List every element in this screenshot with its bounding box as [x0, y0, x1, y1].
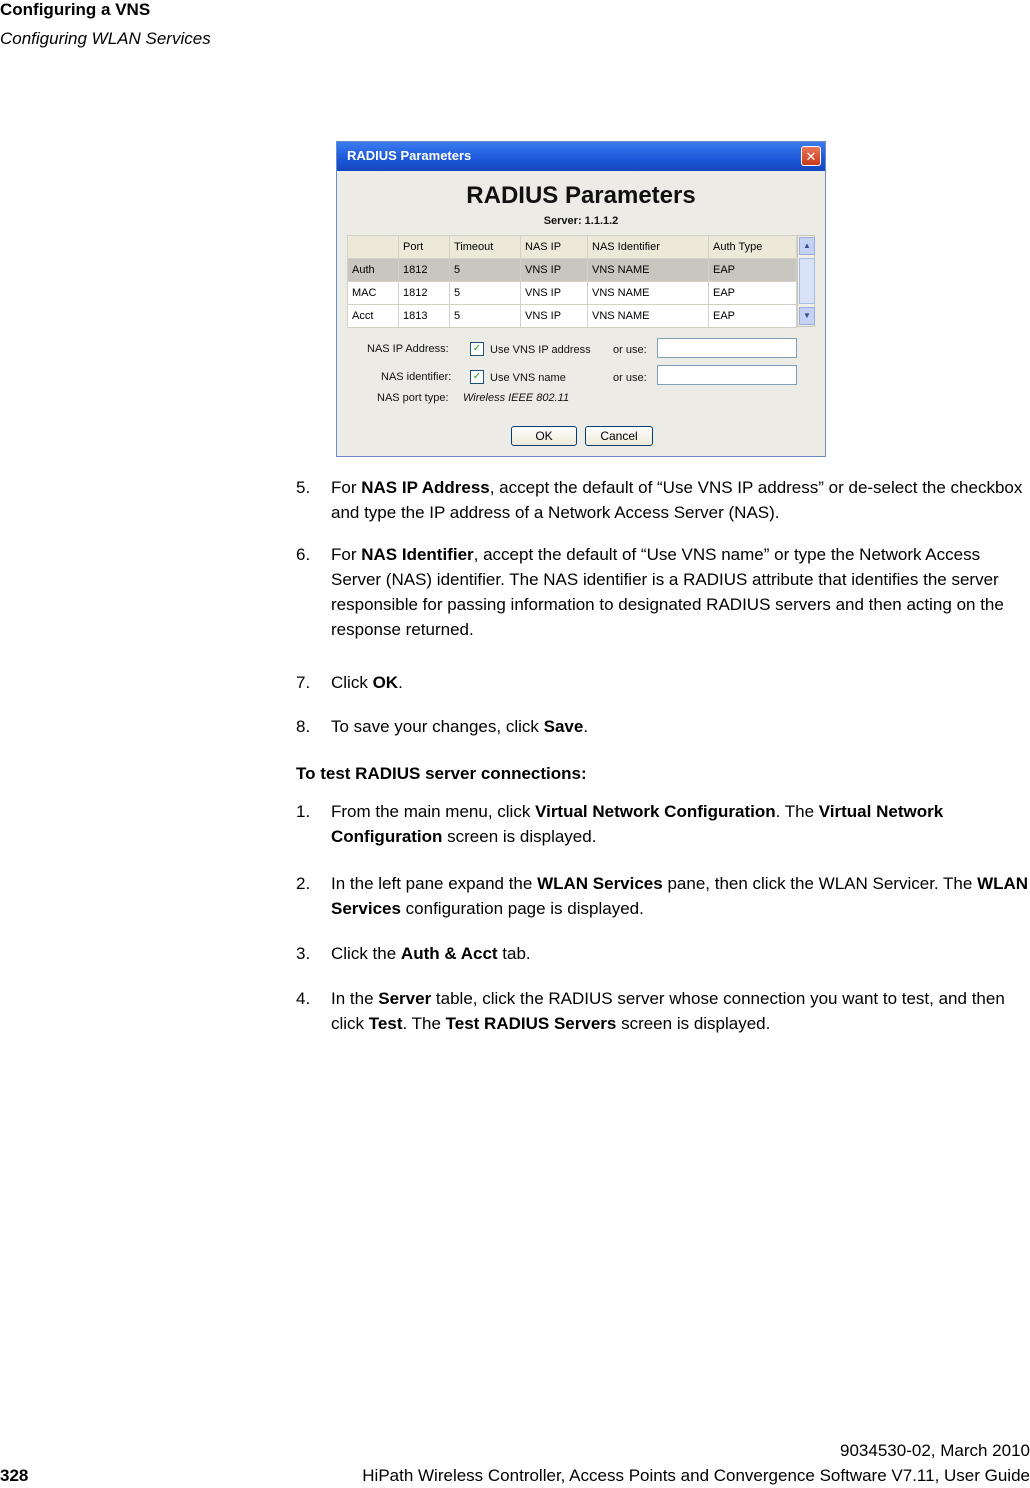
use-vns-name-checkbox[interactable]: ✓: [470, 370, 484, 384]
table-cell: EAP: [709, 305, 797, 328]
step-text-part: To save your changes, click: [331, 717, 544, 736]
column-header: [348, 236, 399, 259]
step-text-part: configuration page is displayed.: [400, 899, 644, 918]
footer-doc-id: 9034530-02, March 2010: [840, 1441, 1030, 1460]
step-text-part: pane, then click the WLAN Servicer. The: [662, 874, 978, 893]
step-text-part: Click the: [331, 944, 401, 963]
step-text: [331, 542, 1030, 642]
step-text: [331, 986, 1030, 1036]
table-scrollbar[interactable]: [797, 235, 815, 327]
table-cell: 1812: [399, 259, 450, 282]
nas-port-type-label: NAS port type:: [377, 392, 449, 404]
step-text-emphasis: Save: [543, 717, 584, 736]
table-row[interactable]: [348, 305, 797, 328]
nas-port-type-value: Wireless IEEE 802.11: [463, 392, 570, 404]
nas-ip-address-input[interactable]: [657, 338, 797, 358]
table-cell: VNS NAME: [588, 282, 709, 305]
chapter-title: Configuring a VNS: [0, 0, 151, 19]
close-icon[interactable]: ✕: [801, 146, 821, 166]
step-text: [331, 799, 1030, 849]
step-text-emphasis: Virtual Network Configuration: [331, 802, 944, 846]
step-number: 1.: [296, 802, 311, 821]
step-text-part: In the left pane expand the: [331, 874, 538, 893]
step-text-part: For: [331, 545, 362, 564]
step-text-emphasis: Virtual Network Configuration: [535, 802, 776, 821]
table-cell: VNS IP: [521, 305, 588, 328]
step-text: [331, 871, 1030, 921]
step-number: 3.: [296, 944, 311, 963]
scroll-thumb[interactable]: [799, 258, 815, 304]
table-cell: Acct: [348, 305, 399, 328]
table-cell: Auth: [348, 259, 399, 282]
step-text-part: .: [583, 717, 589, 736]
step-text-part: , accept the default of “Use VNS IP address” or de-select the checkbox and type the IP address of a Network Access Server (NAS).: [331, 478, 1023, 522]
nas-ip-or-use-label: or use:: [613, 344, 647, 356]
step-text-part: table, click the RADIUS server whose connection you want to test, and then click: [331, 989, 1005, 1033]
step-text-emphasis: NAS Identifier: [361, 545, 474, 564]
step-text-part: Click: [331, 673, 373, 692]
step-number: 4.: [296, 989, 311, 1008]
step-text-part: . The: [402, 1014, 446, 1033]
footer-page-number: 328: [0, 1466, 29, 1485]
radius-table: [347, 235, 797, 328]
column-header-nas-identifier[interactable]: NAS Identifier: [588, 236, 709, 259]
use-vns-name-label: Use VNS name: [490, 372, 566, 384]
procedure-heading: To test RADIUS server connections:: [296, 764, 587, 783]
step-text-emphasis: Test: [368, 1014, 403, 1033]
step-text-part: screen is displayed.: [616, 1014, 771, 1033]
nas-identifier-input[interactable]: [657, 365, 797, 385]
step-text-part: From the main menu, click: [331, 802, 536, 821]
dialog-heading: RADIUS Parameters: [466, 182, 696, 209]
step-number: 8.: [296, 717, 311, 736]
table-cell: 5: [450, 282, 521, 305]
column-header-timeout[interactable]: Timeout: [450, 236, 521, 259]
scroll-down-icon[interactable]: ▼: [799, 307, 815, 325]
nas-id-or-use-label: or use:: [613, 372, 647, 384]
table-cell: 5: [450, 259, 521, 282]
section-title: Configuring WLAN Services: [0, 29, 211, 48]
table-cell: EAP: [709, 282, 797, 305]
step-text-part: screen is displayed.: [442, 827, 597, 846]
step-text-part: . The: [775, 802, 819, 821]
table-row[interactable]: [348, 282, 797, 305]
table-cell: MAC: [348, 282, 399, 305]
step-text-emphasis: OK: [372, 673, 399, 692]
column-header-port[interactable]: Port: [399, 236, 450, 259]
step-number: 2.: [296, 874, 311, 893]
table-cell: 5: [450, 305, 521, 328]
step-text-emphasis: Auth & Acct: [400, 944, 498, 963]
column-header-auth-type[interactable]: Auth Type: [709, 236, 797, 259]
step-number: 7.: [296, 673, 311, 692]
step-text-emphasis: Test RADIUS Servers: [445, 1014, 617, 1033]
dialog-titlebar: [337, 142, 825, 171]
step-text-emphasis: WLAN Services: [537, 874, 663, 893]
table-cell: 1813: [399, 305, 450, 328]
step-text: [331, 475, 1030, 525]
radius-parameters-dialog: [336, 141, 826, 457]
step-text-emphasis: WLAN Services: [331, 874, 1029, 918]
table-cell: VNS NAME: [588, 259, 709, 282]
table-cell: EAP: [709, 259, 797, 282]
step-text: [331, 941, 1030, 966]
scroll-up-icon[interactable]: ▲: [799, 237, 815, 255]
step-text-part: In the: [331, 989, 379, 1008]
nas-ip-address-label: NAS IP Address:: [367, 343, 449, 355]
table-row[interactable]: [348, 259, 797, 282]
column-header-nas-ip[interactable]: NAS IP: [521, 236, 588, 259]
nas-identifier-label: NAS identifier:: [381, 371, 452, 383]
use-vns-ip-label: Use VNS IP address: [490, 344, 591, 356]
server-label: Server: 1.1.1.2: [543, 215, 619, 227]
step-text: [331, 670, 1030, 695]
step-text-emphasis: Server: [378, 989, 432, 1008]
step-text-part: For: [331, 478, 362, 497]
step-text-part: .: [398, 673, 403, 692]
table-cell: VNS IP: [521, 282, 588, 305]
step-text: [331, 714, 1030, 739]
step-text-part: , accept the default of “Use VNS name” or type the Network Access Server (NAS) identifier. The NAS identifier is a RADIUS attribute that identifies the server responsible for passing information to designated RADIUS servers and then acting on the response returned.: [331, 545, 1004, 639]
table-cell: VNS NAME: [588, 305, 709, 328]
use-vns-ip-checkbox[interactable]: ✓: [470, 342, 484, 356]
step-number: 6.: [296, 545, 311, 564]
dialog-window-title: RADIUS Parameters: [347, 148, 472, 163]
footer-title: HiPath Wireless Controller, Access Points and Convergence Software V7.11, User Guide: [362, 1466, 1030, 1485]
step-text-part: tab.: [497, 944, 531, 963]
step-text-emphasis: NAS IP Address: [361, 478, 490, 497]
cancel-button[interactable]: Cancel: [585, 426, 653, 446]
step-number: 5.: [296, 478, 311, 497]
table-header-row: [348, 236, 797, 259]
table-cell: VNS IP: [521, 259, 588, 282]
table-cell: 1812: [399, 282, 450, 305]
ok-button[interactable]: OK: [511, 426, 577, 446]
